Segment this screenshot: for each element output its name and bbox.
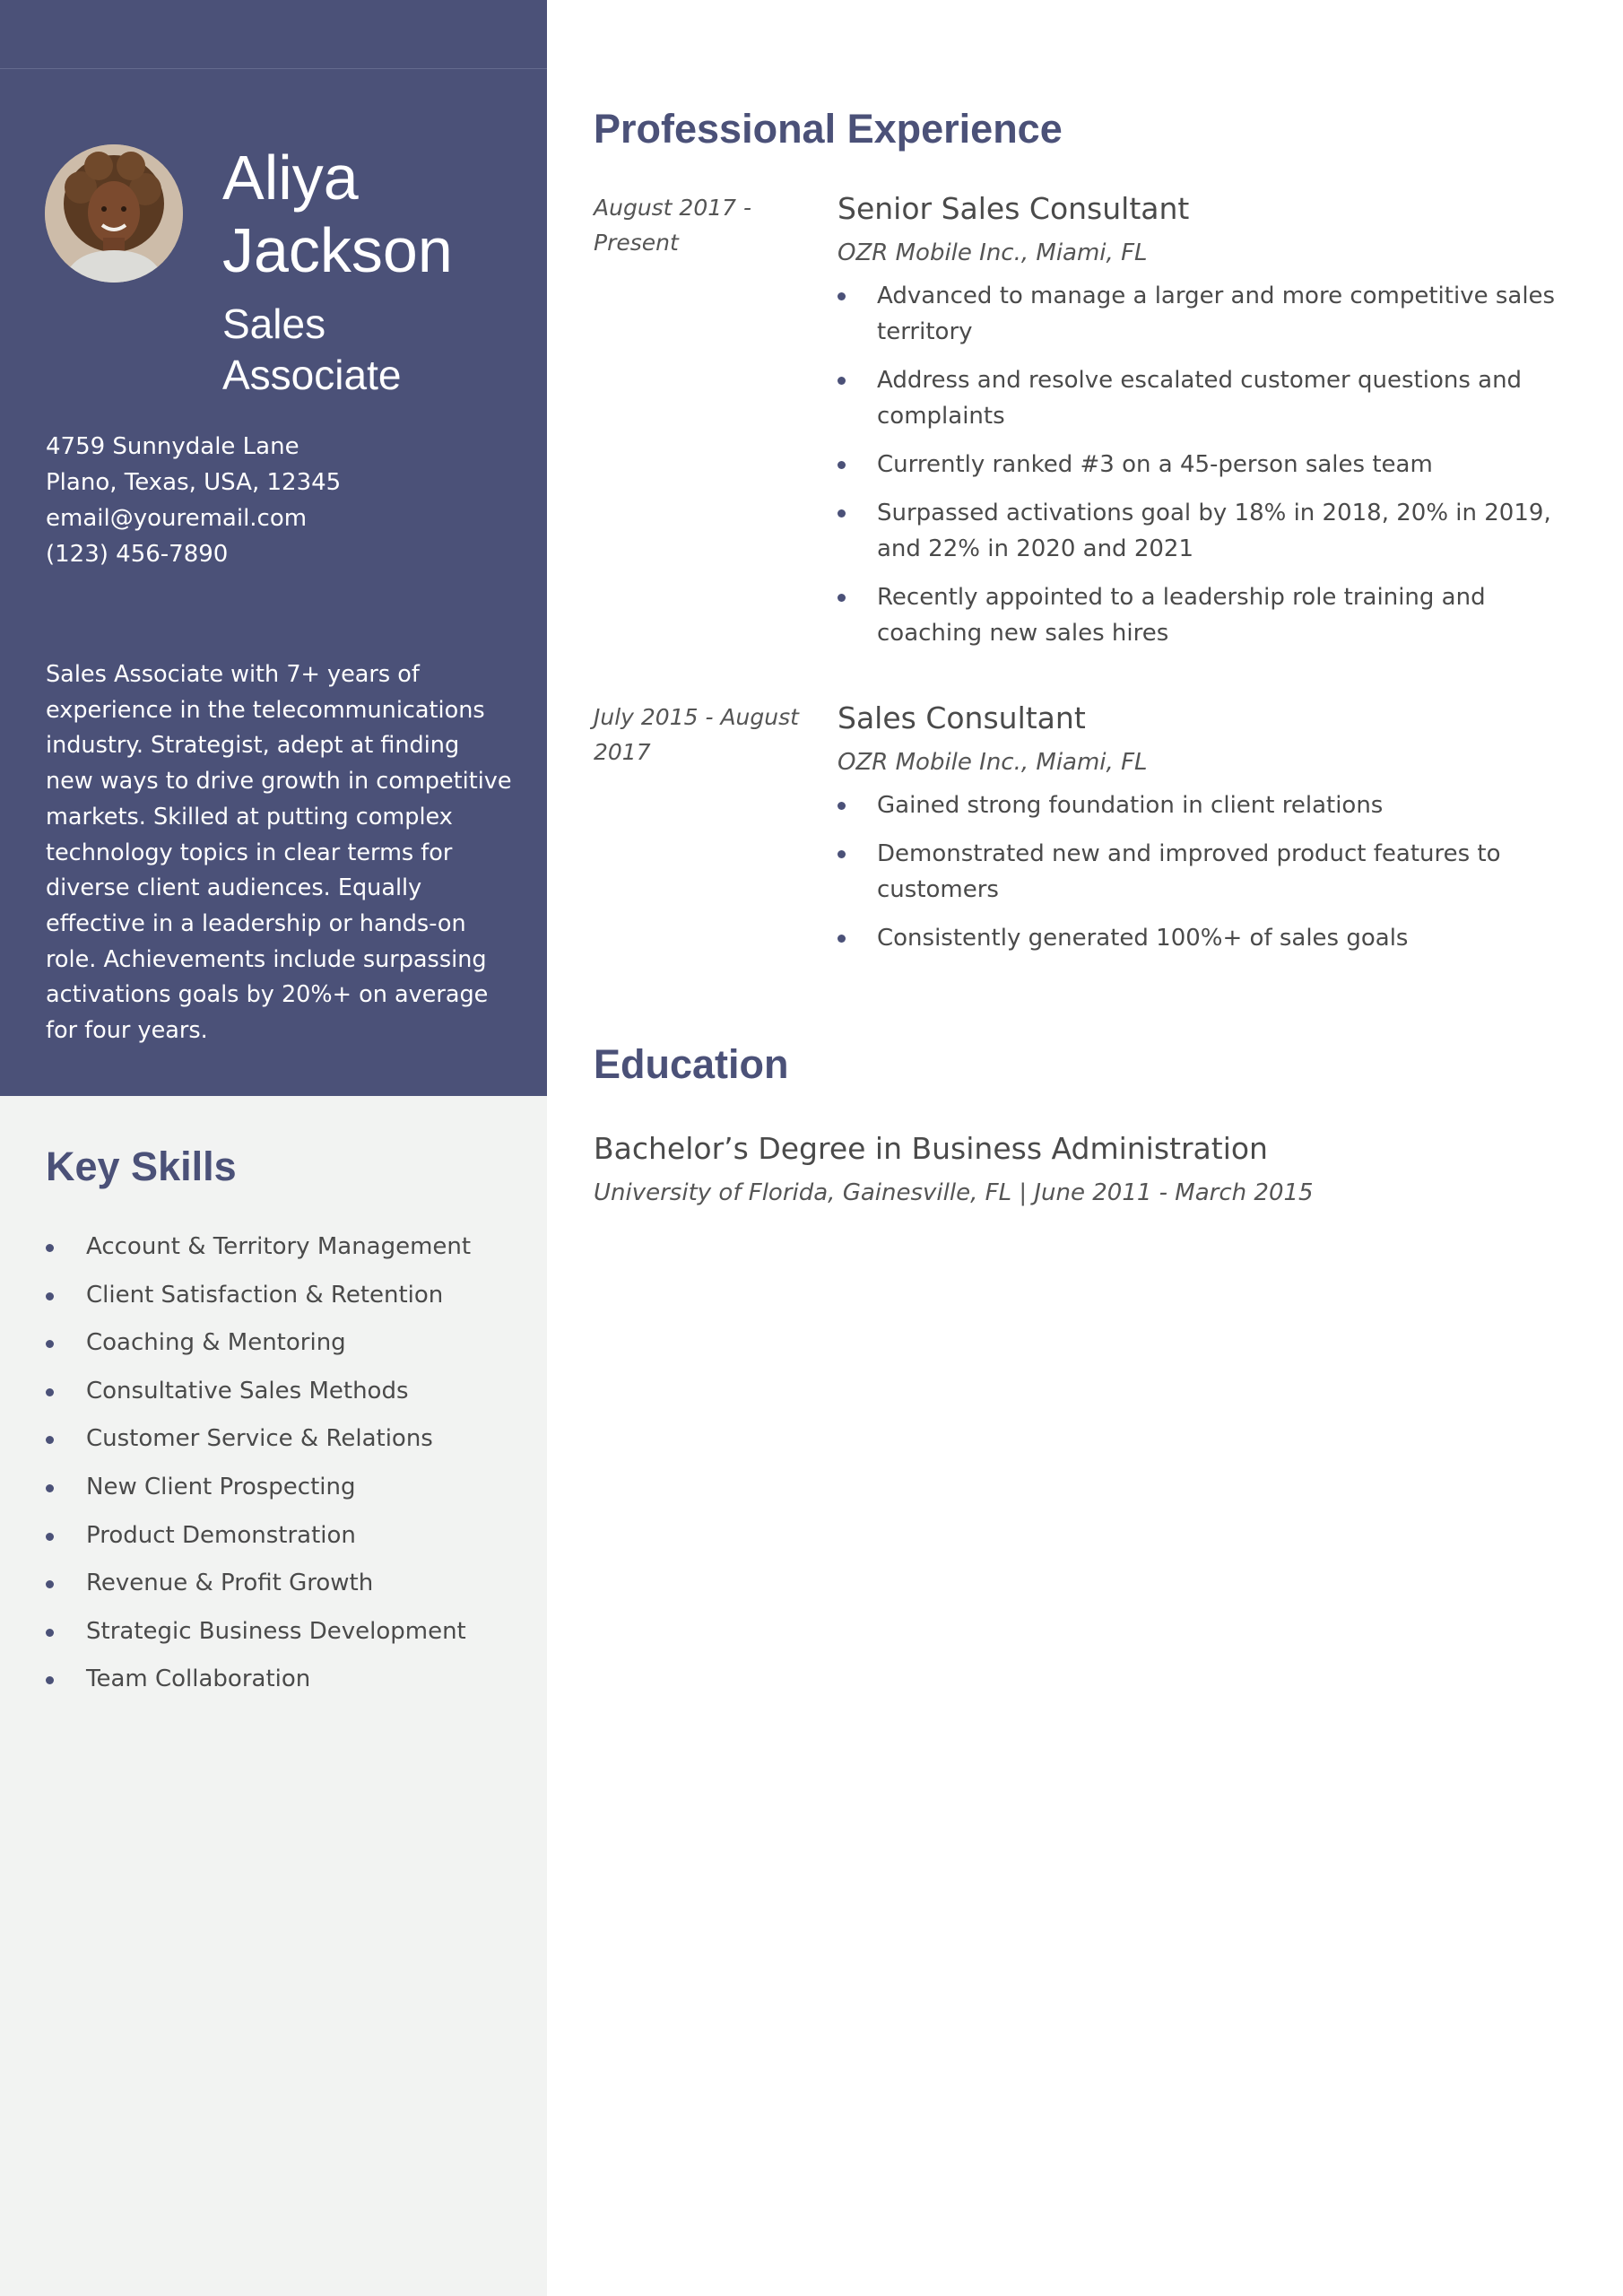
skill-label: Revenue & Profit Growth xyxy=(86,1570,374,1597)
person-portrait-icon xyxy=(45,144,183,283)
job-bullet xyxy=(838,447,1582,483)
bullet-icon xyxy=(838,594,846,602)
job-title-line-1: Sales xyxy=(222,300,326,347)
job-bullet xyxy=(838,836,1582,908)
bullet-icon xyxy=(46,1388,54,1396)
bullet-text: Recently appointed to a leadership role training and coaching new sales hires xyxy=(877,584,1486,647)
skill-label: Coaching & Mentoring xyxy=(86,1329,346,1357)
job-position-title: Sales Consultant xyxy=(838,700,1086,735)
job-bullet xyxy=(838,495,1582,567)
skills-heading: Key Skills xyxy=(46,1144,237,1189)
skill-label: Customer Service & Relations xyxy=(86,1425,433,1453)
job-date-line-2: 2017 xyxy=(594,739,651,765)
bullet-icon xyxy=(46,1292,54,1300)
bullet-icon xyxy=(838,377,846,385)
bullet-icon xyxy=(838,461,846,469)
skill-label: Product Demonstration xyxy=(86,1521,356,1549)
education-entry xyxy=(594,1130,1589,1211)
skill-item xyxy=(46,1469,530,1518)
bullet-text: Demonstrated new and improved product features to customers xyxy=(877,840,1501,903)
candidate-name xyxy=(222,142,527,287)
bullet-icon xyxy=(838,802,846,810)
sidebar-divider xyxy=(0,68,547,69)
bullet-icon xyxy=(46,1244,54,1252)
job-details xyxy=(838,700,1582,969)
bullet-text: Advanced to manage a larger and more competitive sales territory xyxy=(877,283,1556,345)
job-bullet xyxy=(838,920,1582,956)
bullet-icon xyxy=(46,1580,54,1588)
job-dates xyxy=(594,190,800,260)
job-position-title: Senior Sales Consultant xyxy=(838,191,1190,226)
address-line-2: Plano, Texas, USA, 12345 xyxy=(46,469,342,496)
first-name: Aliya xyxy=(222,143,359,213)
skill-label: Client Satisfaction & Retention xyxy=(86,1281,444,1309)
skill-item xyxy=(46,1277,530,1326)
bullet-text: Currently ranked #3 on a 45-person sales team xyxy=(877,451,1433,478)
bullet-icon xyxy=(46,1484,54,1492)
bullet-icon xyxy=(46,1436,54,1444)
job-bullet xyxy=(838,362,1582,434)
sidebar xyxy=(0,0,547,2296)
skill-item xyxy=(46,1421,530,1469)
degree-details: University of Florida, Gainesville, FL | June 2011 - March 2015 xyxy=(594,1179,1314,1206)
bullet-icon xyxy=(46,1533,54,1541)
skill-item xyxy=(46,1613,530,1662)
education-heading: Education xyxy=(594,1041,789,1087)
job-bullet-list xyxy=(838,278,1582,651)
contact-info xyxy=(46,429,512,572)
skill-label: Team Collaboration xyxy=(86,1665,311,1693)
bullet-icon xyxy=(46,1340,54,1348)
skill-item xyxy=(46,1229,530,1277)
bullet-text: Surpassed activations goal by 18% in 2018, 20% in 2019, and 22% in 2020 and 2021 xyxy=(877,500,1551,562)
job-company: OZR Mobile Inc., Miami, FL xyxy=(838,749,1148,776)
degree-title: Bachelor’s Degree in Business Administration xyxy=(594,1131,1268,1166)
summary-text: Sales Associate with 7+ years of experience in the telecommunications industry. Strategist, adept at finding new ways to drive growth in competitive markets. Skilled at putting complex technology topics in clear terms for diverse client audiences. Equally effective in a leadership or hands-on role. Achievements include surpassing activations goals by 20%+ on average for four years. xyxy=(46,661,512,1045)
profile-photo xyxy=(45,144,183,283)
bullet-icon xyxy=(838,509,846,517)
skills-list xyxy=(46,1229,530,1709)
job-bullet xyxy=(838,787,1582,823)
bullet-text: Consistently generated 100%+ of sales goals xyxy=(877,925,1409,952)
skill-item xyxy=(46,1565,530,1613)
job-date-line-1: August 2017 - xyxy=(594,195,752,221)
bullet-icon xyxy=(46,1676,54,1684)
skill-item xyxy=(46,1373,530,1422)
bullet-text: Address and resolve escalated customer questions and complaints xyxy=(877,367,1523,430)
job-bullet xyxy=(838,579,1582,651)
bullet-text: Gained strong foundation in client relations xyxy=(877,792,1384,819)
job-bullet-list xyxy=(838,787,1582,956)
skill-item xyxy=(46,1518,530,1566)
email-text: email@youremail.com xyxy=(46,505,308,532)
experience-heading: Professional Experience xyxy=(594,106,1063,152)
last-name: Jackson xyxy=(222,215,453,285)
job-bullet xyxy=(838,278,1582,350)
job-company: OZR Mobile Inc., Miami, FL xyxy=(838,239,1148,266)
skill-label: New Client Prospecting xyxy=(86,1473,356,1500)
job-title-line-2: Associate xyxy=(222,352,402,398)
job-title xyxy=(222,299,527,401)
skill-label: Account & Territory Management xyxy=(86,1233,472,1260)
job-date-line-2: Present xyxy=(594,230,679,256)
bullet-icon xyxy=(838,935,846,943)
bullet-icon xyxy=(838,292,846,300)
skill-label: Consultative Sales Methods xyxy=(86,1377,409,1405)
skill-label: Strategic Business Development xyxy=(86,1617,466,1645)
address-line-1: 4759 Sunnydale Lane xyxy=(46,433,299,460)
job-date-line-1: July 2015 - August xyxy=(594,704,799,730)
job-details xyxy=(838,190,1582,664)
job-dates xyxy=(594,700,800,770)
skill-item xyxy=(46,1325,530,1373)
skill-item xyxy=(46,1661,530,1709)
phone-text: (123) 456-7890 xyxy=(46,541,229,568)
bullet-icon xyxy=(46,1629,54,1637)
bullet-icon xyxy=(838,850,846,858)
